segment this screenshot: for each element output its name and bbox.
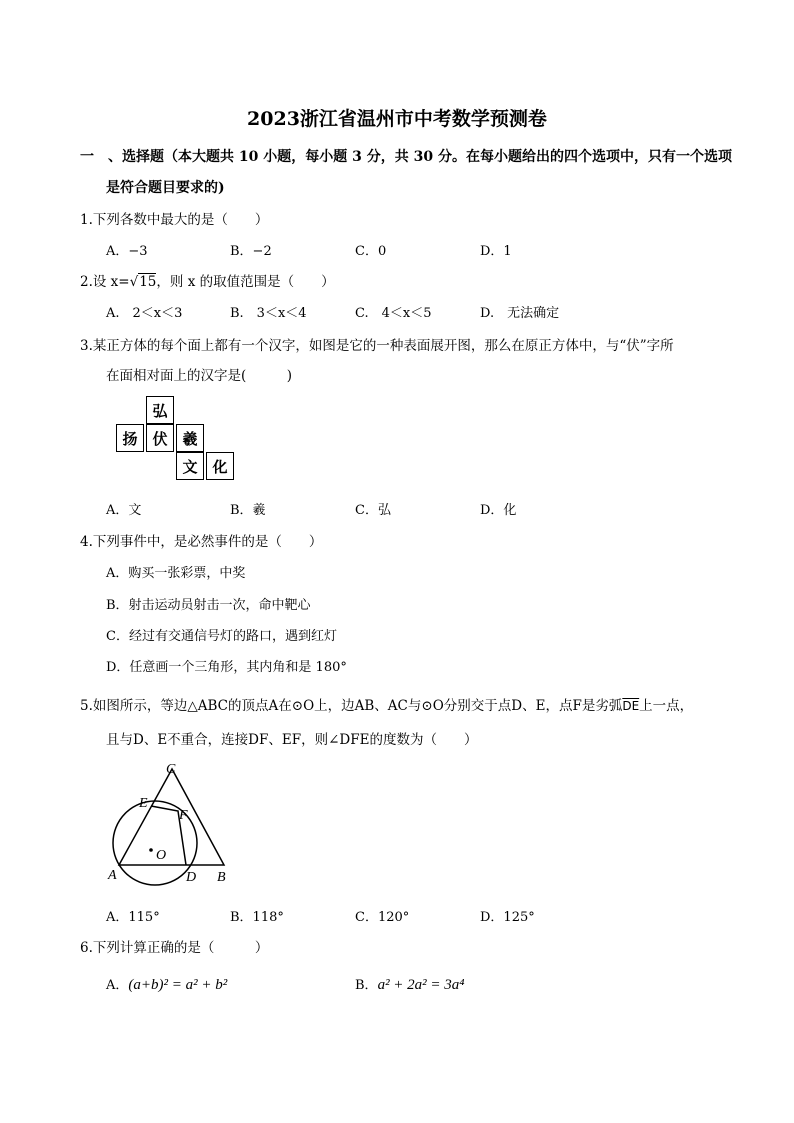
question-4-option-d: D．任意画一个三角形，其内角和是 180° (106, 660, 347, 675)
sqrt-sign: √ (129, 274, 139, 290)
question-3-option-a: A．文 (106, 503, 142, 518)
question-1-option-b: B．−2 (230, 244, 272, 259)
cube-net-cell: 弘 (146, 396, 174, 424)
label-c: C (166, 762, 176, 777)
question-5-option-c: C．120° (355, 910, 410, 925)
cube-net-cell: 羲 (176, 424, 204, 452)
arc-de: $\overline{DE}$ (622, 699, 640, 713)
question-6-option-a-expression: (a+b)² = a² + b² (128, 977, 228, 993)
label-b: B (217, 870, 226, 885)
triangle-circle-figure (100, 756, 240, 886)
question-5-stem-line1 (80, 694, 693, 714)
question-6-option-a-label: A． (106, 978, 129, 993)
question-4-option-b: B．射击运动员射击一次，命中靶心 (106, 598, 311, 613)
question-2-option-d: D. 无法确定 (480, 306, 560, 321)
question-3-stem-line2: 在面相对面上的汉字是( ) (106, 368, 293, 384)
question-3-option-b: B．羲 (230, 503, 266, 518)
question-2-option-b: B. 3＜x＜4 (230, 306, 307, 321)
question-6-option-b-label: B． (355, 978, 378, 993)
question-1-option-d: D．1 (480, 244, 512, 259)
question-6-option-b (355, 974, 465, 994)
triangle-abc (119, 769, 224, 865)
question-2-radicand: 15 (139, 274, 157, 290)
question-4-option-a: A．购买一张彩票，中奖 (106, 566, 246, 581)
question-2-stem (80, 270, 335, 290)
question-1-option-a: A．−3 (106, 244, 148, 259)
center-point-o (149, 848, 153, 852)
question-5-option-d: D．125° (480, 910, 535, 925)
question-3-option-d: D．化 (480, 503, 517, 518)
question-5-stem-line2: 且与D、E不重合，连接DF、EF，则∠DFE的度数为（ ） (106, 732, 478, 748)
cube-net-cell: 化 (206, 452, 234, 480)
question-2-stem-pre: 2.设 x= (80, 274, 130, 290)
question-6-option-a (106, 974, 227, 994)
question-2-option-a: A. 2＜x＜3 (106, 306, 183, 321)
section-heading-line1: 一 、选择题（本大题共 10 小题，每小题 3 分，共 30 分。在每小题给出的四个选项中，只有一个选项 (80, 149, 732, 165)
cube-net-cell: 扬 (116, 424, 144, 452)
question-4-stem: 4.下列事件中，是必然事件的是（ ） (80, 534, 323, 550)
question-3-stem-line1: 3.某正方体的每个面上都有一个汉字，如图是它的一种表面展开图，那么在原正方体中，与“伏”字所 (80, 338, 674, 354)
label-e: E (139, 796, 148, 811)
question-2-option-c: C. 4＜x＜5 (355, 306, 432, 321)
section-heading-line2: 是符合题目要求的) (106, 180, 225, 196)
cube-net-cell: 伏 (146, 424, 174, 452)
label-d: D (186, 870, 197, 885)
question-5-option-a: A．115° (106, 910, 160, 925)
question-1-option-c: C．0 (355, 244, 387, 259)
question-5-stem-pre: 5.如图所示，等边△ABC的顶点A在⊙O上，边AB、AC与⊙O分别交于点D、E，点F是劣弧 (80, 698, 623, 714)
question-2-stem-post: ，则 x 的取值范围是（ ） (156, 274, 335, 290)
label-f: F (179, 808, 188, 823)
question-5-option-b: B．118° (230, 910, 284, 925)
label-o: O (156, 848, 167, 863)
question-4-option-c: C．经过有交通信号灯的路口，遇到红灯 (106, 629, 337, 644)
label-a: A (108, 868, 117, 883)
question-6-option-b-expression: a² + 2a² = 3a⁴ (377, 977, 465, 993)
question-5-stem-post: 上一点， (639, 698, 694, 714)
cube-net-cell: 文 (176, 452, 204, 480)
question-3-option-c: C．弘 (355, 503, 391, 518)
question-1-stem: 1.下列各数中最大的是（ ） (80, 212, 269, 228)
page-title: 2023浙江省温州市中考数学预测卷 (247, 108, 547, 130)
question-6-stem: 6.下列计算正确的是（ ） (80, 940, 269, 956)
